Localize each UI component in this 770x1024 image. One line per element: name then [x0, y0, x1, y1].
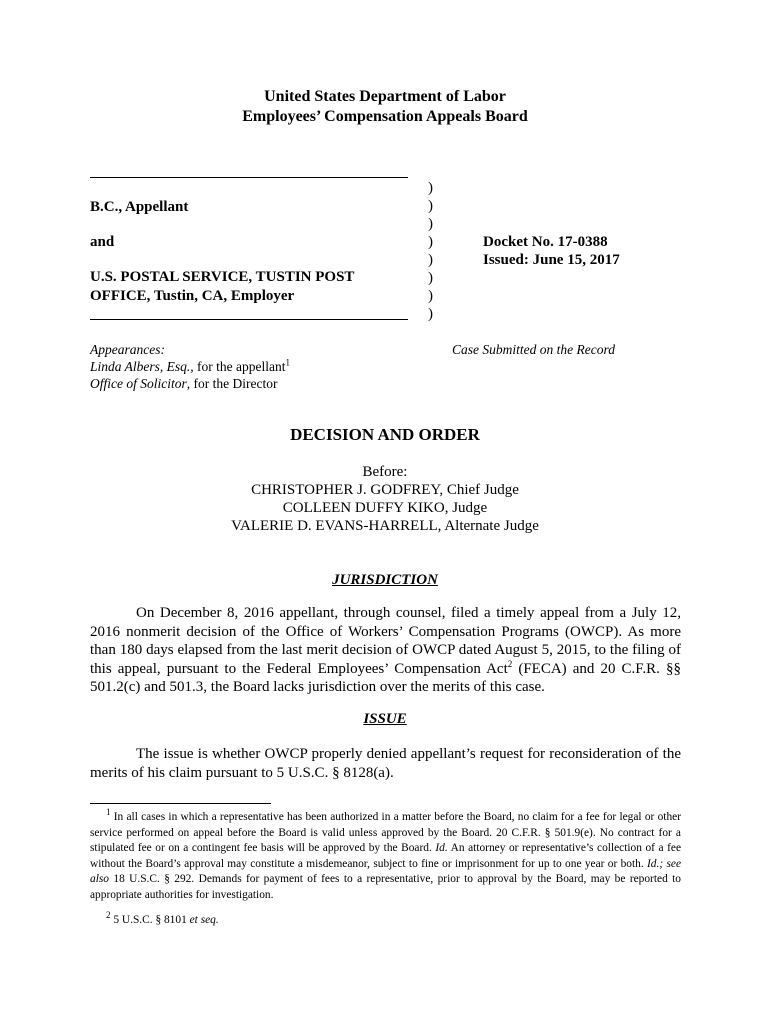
footnote-2-text: 5 U.S.C. § 8101 — [110, 914, 190, 926]
agency-name: United States Department of Labor — [264, 88, 506, 105]
caption-paren: ) — [428, 216, 433, 232]
footnote-2-et-seq: et seq. — [189, 914, 219, 926]
employer-line-2: OFFICE, Tustin, CA, Employer — [90, 288, 295, 304]
jurisdiction-heading — [0, 571, 770, 590]
footnote-ref-1: 1 — [285, 357, 290, 368]
docket-number: Docket No. 17-0388 — [483, 234, 608, 250]
judge-1: CHRISTOPHER J. GODFREY, Chief Judge — [251, 482, 519, 498]
appearances-block — [90, 341, 410, 392]
before-label: Before: — [362, 464, 408, 480]
appellant-name: B.C., Appellant — [90, 199, 189, 215]
appellant-rep-name: Linda Albers, Esq., — [90, 359, 194, 374]
footnote-1-text-c: 18 U.S.C. § 292. Demands for payment of fees to a representative, prior to approval by the Board, may be reported to appropriate authorities for investigation. — [90, 873, 681, 901]
jurisdiction-text-1: On December 8, 2016 appellant, through counsel, filed a timely appeal from a July 12, 2016 nonmerit decision of the Office of Workers’ Compensation Programs (OWCP). As more than 180 days elapsed from the last merit decision of OWCP dated August 5, 2015, to the filing of this appeal, pursuant to the Federal Employees’ Compensation Act — [90, 605, 681, 677]
jurisdiction-heading-text: JURISDICTION — [332, 572, 438, 588]
director-rep-role: , for the Director — [186, 376, 278, 391]
issue-paragraph — [90, 745, 681, 782]
jurisdiction-paragraph — [90, 604, 681, 697]
director-rep-name: Office of Solicitor — [90, 376, 187, 391]
caption-and: and — [90, 234, 115, 250]
employer-line-1: U.S. POSTAL SERVICE, TUSTIN POST — [90, 269, 355, 285]
footnote-1-text-a: In all cases in which a representative has been authorized in a matter before the Board, no claim for a fee for legal or other service performed on appeal before the Board is valid unless approved by the Board. 20 C.F.R. § 501.9(e). No contract for a stipulated fee or on a contingent fee basis will be approved by the Board. — [90, 811, 681, 854]
footnote-1-text-b: An attorney or representative’s collection of a fee without the Board’s approval may constitute a misdemeanor, subject to fine or imprisonment for up to one year or both. — [90, 842, 682, 870]
caption-paren: ) — [428, 234, 433, 250]
issued-date: Issued: June 15, 2017 — [483, 252, 620, 268]
footnote-1 — [90, 807, 682, 903]
issue-text: The issue is whether OWCP properly denied appellant’s request for reconsideration of the merits of his claim pursuant to 5 U.S.C. § 8128(a). — [90, 746, 681, 781]
decision-title: DECISION AND ORDER — [290, 425, 480, 444]
jurisdiction-text-2: (FECA) and 20 C.F.R. §§ 501.2(c) and 501.3, the Board lacks jurisdiction over the merits of this case. — [90, 660, 681, 695]
caption-paren: ) — [428, 270, 433, 286]
judge-3: VALERIE D. EVANS-HARRELL, Alternate Judge — [231, 518, 539, 534]
caption-paren: ) — [428, 198, 433, 214]
footnote-ref-2: 2 — [507, 658, 513, 669]
board-name: Employees’ Compensation Appeals Board — [242, 108, 528, 125]
caption-paren: ) — [428, 252, 433, 268]
footnote-1-id: Id. — [435, 842, 448, 854]
footnote-2 — [90, 910, 681, 929]
caption-paren: ) — [428, 180, 433, 196]
judge-2: COLLEEN DUFFY KIKO, Judge — [282, 500, 488, 516]
footnote-2-number: 2 — [106, 910, 111, 921]
caption-bottom-rule — [90, 319, 408, 320]
appearances-heading: Appearances: — [90, 342, 165, 357]
caption-paren: ) — [428, 306, 433, 322]
caption-paren: ) — [428, 288, 433, 304]
issue-heading-text: ISSUE — [363, 711, 407, 727]
appellant-rep-role: for the appellant — [193, 359, 286, 374]
issue-heading — [0, 710, 770, 729]
caption-top-rule — [90, 177, 408, 178]
footnote-separator — [90, 803, 271, 804]
case-submitted-note: Case Submitted on the Record — [452, 342, 615, 357]
footnote-1-number: 1 — [106, 807, 111, 818]
footnote-1-see-also: Id.; see also — [90, 857, 681, 885]
